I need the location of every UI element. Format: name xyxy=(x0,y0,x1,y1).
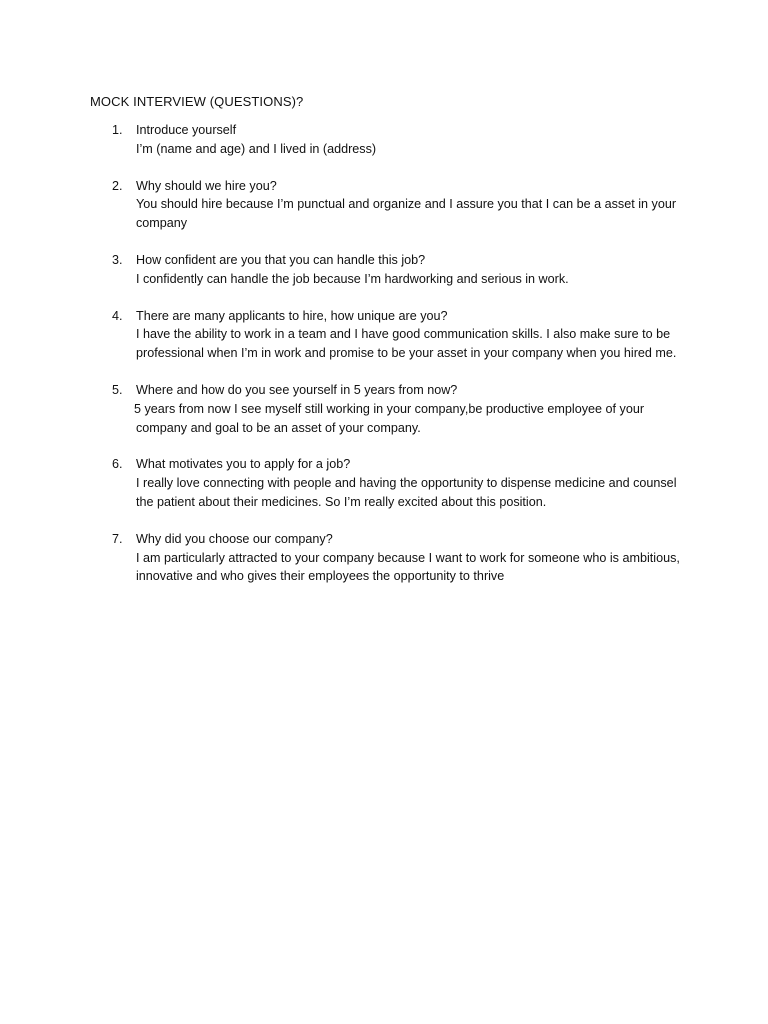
item-number: 7. xyxy=(112,531,123,546)
item-number: 4. xyxy=(112,308,123,323)
question-list xyxy=(0,121,768,604)
item-number: 2. xyxy=(112,178,123,193)
item-number: 6. xyxy=(112,457,123,472)
list-item xyxy=(0,121,768,159)
question-text: Where and how do you see yourself in 5 years from now? xyxy=(136,382,458,397)
answer-text: I have the ability to work in a team and I have good communication skills. I also make sure to be professional when I’m in work and promise to be your asset in your company when you hired me. xyxy=(136,327,677,361)
list-item xyxy=(0,455,768,511)
answer-text: You should hire because I’m punctual and organize and I assure you that I can be a asset in your company xyxy=(136,197,677,231)
answer-text: I really love connecting with people and having the opportunity to dispense medicine and counsel the patient about their medicines. So I’m really excited about this position. xyxy=(136,476,677,509)
question-text: How confident are you that you can handle this job? xyxy=(136,252,426,267)
item-number: 1. xyxy=(112,123,123,137)
answer-text: 5 years from now I see myself still working in your company,be productive employee of your company and goal to be an asset of your company. xyxy=(134,401,645,435)
list-item xyxy=(0,177,768,233)
question-text: Why did you choose our company? xyxy=(136,531,333,546)
question-text: Why should we hire you? xyxy=(136,178,277,193)
answer-text: I am particularly attracted to your company because I want to work for someone who is ambitious, innovative and who gives their employees the opportunity to thrive xyxy=(136,550,680,584)
list-item xyxy=(0,307,768,363)
list-item xyxy=(0,251,768,289)
question-text: Introduce yourself xyxy=(136,123,237,137)
question-text: What motivates you to apply for a job? xyxy=(136,457,351,472)
item-number: 3. xyxy=(112,252,123,267)
list-item xyxy=(0,530,768,586)
item-number: 5. xyxy=(112,382,123,397)
answer-text: I’m (name and age) and I lived in (address) xyxy=(136,141,377,156)
document-title: MOCK INTERVIEW (QUESTIONS)? xyxy=(90,94,304,109)
list-item xyxy=(0,381,768,437)
answer-text: I confidently can handle the job because I’m hardworking and serious in work. xyxy=(136,271,569,286)
question-text: There are many applicants to hire, how unique are you? xyxy=(136,308,448,323)
